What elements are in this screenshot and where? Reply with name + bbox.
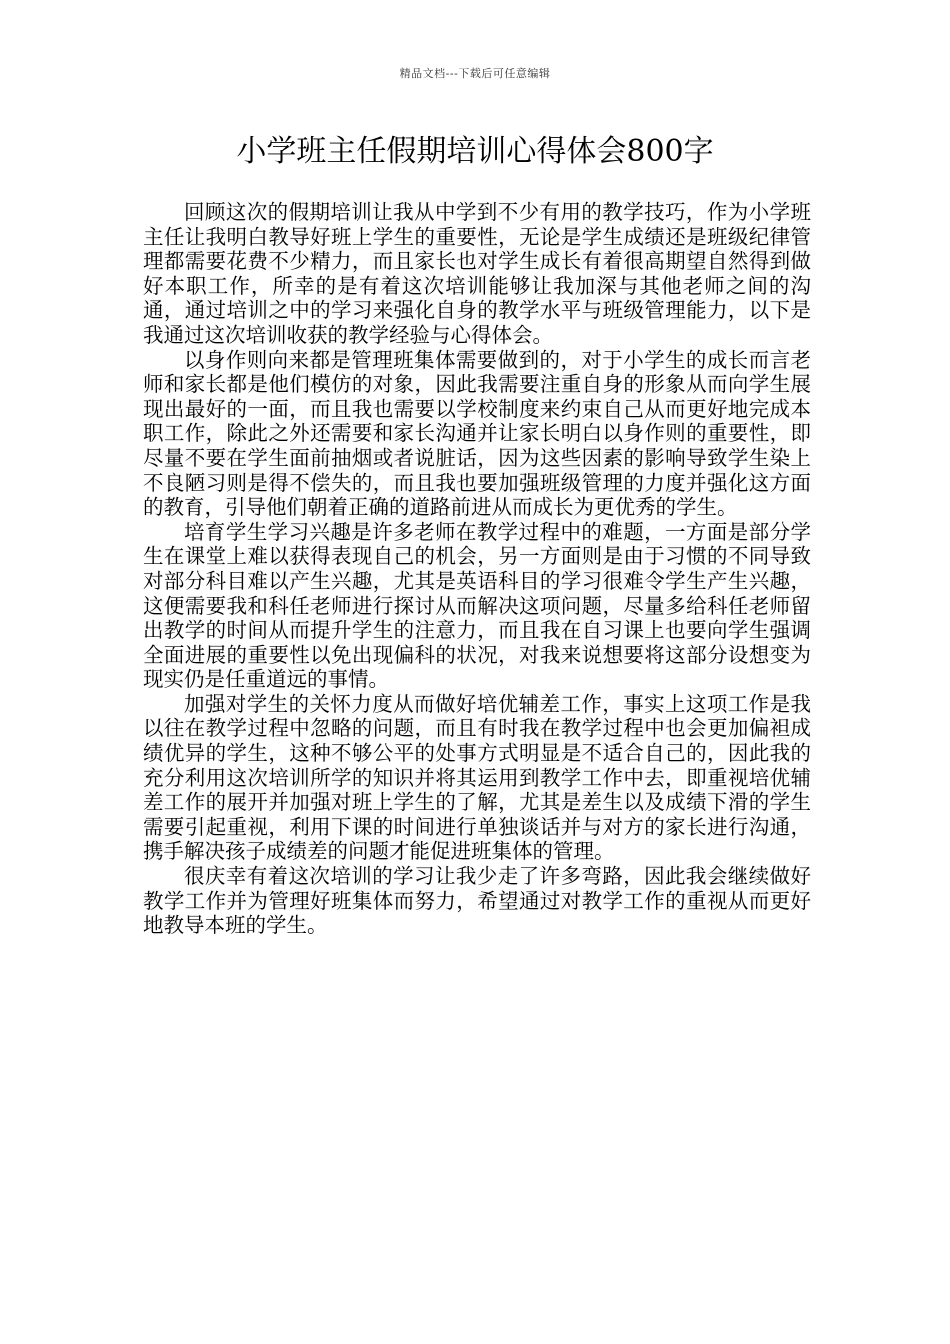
paragraph-5: 很庆幸有着这次培训的学习让我少走了许多弯路，因此我会继续做好教学工作并为管理好班集体而努力，希望通过对教学工作的重视从而更好地教导本班的学生。 [143, 864, 811, 938]
paragraph-3: 培育学生学习兴趣是许多老师在教学过程中的难题，一方面是部分学生在课堂上难以获得表现自己的机会，另一方面则是由于习惯的不同导致对部分科目难以产生兴趣，尤其是英语科目的学习很难令学生产生兴趣，这便需要我和科任老师进行探讨从而解决这项问题，尽量多给科任老师留出教学的时间从而提升学生的注意力，而且我在自习课上也要向学生强调全面进展的重要性以免出现偏科的状况，对我来说想要将这部分设想变为现实仍是任重道远的事情。 [143, 519, 811, 692]
document-body [143, 200, 811, 938]
header-note: 精品文档---下载后可任意编辑 [399, 67, 551, 80]
document-title: 小学班主任假期培训心得体会800字 [236, 134, 714, 169]
paragraph-4: 加强对学生的关怀力度从而做好培优辅差工作，事实上这项工作是我以往在教学过程中忽略的问题，而且有时我在教学过程中也会更加偏袒成绩优异的学生，这种不够公平的处事方式明显是不适合自己的，因此我的充分利用这次培训所学的知识并将其运用到教学工作中去，即重视培优辅差工作的展开并加强对班上学生的了解，尤其是差生以及成绩下滑的学生需要引起重视，利用下课的时间进行单独谈话并与对方的家长进行沟通，携手解决孩子成绩差的问题才能促进班集体的管理。 [143, 691, 811, 864]
paragraph-2: 以身作则向来都是管理班集体需要做到的，对于小学生的成长而言老师和家长都是他们模仿的对象，因此我需要注重自身的形象从而向学生展现出最好的一面，而且我也需要以学校制度来约束自己从而更好地完成本职工作，除此之外还需要和家长沟通并让家长明白以身作则的重要性，即尽量不要在学生面前抽烟或者说脏话，因为这些因素的影响导致学生染上不良陋习则是得不偿失的，而且我也要加强班级管理的力度并强化这方面的教育，引导他们朝着正确的道路前进从而成长为更优秀的学生。 [143, 347, 811, 520]
paragraph-1: 回顾这次的假期培训让我从中学到不少有用的教学技巧，作为小学班主任让我明白教导好班上学生的重要性，无论是学生成绩还是班级纪律管理都需要花费不少精力，而且家长也对学生成长有着很高期望自然得到做好本职工作，所幸的是有着这次培训能够让我加深与其他老师之间的沟通，通过培训之中的学习来强化自身的教学水平与班级管理能力，以下是我通过这次培训收获的教学经验与心得体会。 [143, 200, 811, 347]
